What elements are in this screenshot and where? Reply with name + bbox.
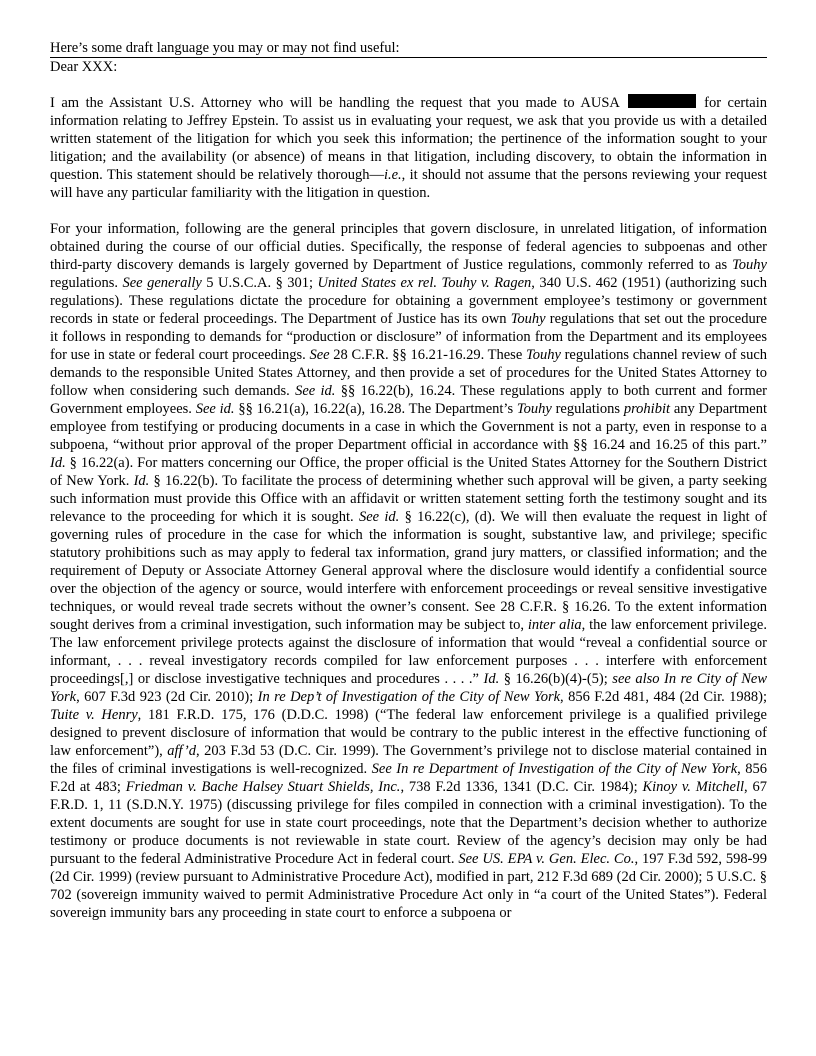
italic-citation: See id. <box>295 383 336 399</box>
document-page <box>50 39 767 922</box>
italic-citation: inter alia <box>527 617 582 633</box>
italic-citation: See id. <box>358 509 400 525</box>
letter-body <box>50 94 767 922</box>
italic-citation: Touhy <box>516 401 552 417</box>
italic-citation: Id. <box>483 671 500 687</box>
italic-citation: See <box>309 347 330 363</box>
italic-citation: i.e. <box>383 167 402 183</box>
italic-citation: Touhy <box>732 257 767 273</box>
italic-citation: Touhy <box>510 311 546 327</box>
redaction-box <box>628 94 696 108</box>
salutation: Dear XXX: <box>50 59 118 75</box>
italic-citation: Kinoy v. Mitchell <box>642 779 745 795</box>
italic-citation: In re Dep’t of Investigation of the City of New York <box>257 689 561 705</box>
body-paragraph-1: I am the Assistant U.S. Attorney who will be handling the request that you made to AUSA for certain information relating to Jeffrey Epstein. To assist us in evaluating your request, we ask that you provide us with a detailed written statement of the litigation for which you seek this information; the pertinence of the information sought to your litigation; and the availability (or absence) of means in that litigation, including discovery, to obtain the information in question. This statement should be relatively thorough—i.e., it should not assume that the persons reviewing your request will have any particular familiarity with the litigation in question. <box>50 95 767 201</box>
italic-citation: Friedman v. Bache Halsey Stuart Shields, Inc. <box>125 779 401 795</box>
italic-citation: aff’d <box>167 743 196 759</box>
italic-citation: See generally <box>122 275 202 291</box>
italic-citation: Tuite v. Henry <box>50 707 138 723</box>
italic-citation: Id. <box>50 455 66 471</box>
italic-citation: United States ex rel. Touhy v. Ragen <box>317 275 532 291</box>
draft-note-heading: Here’s some draft language you may or may not find useful: <box>50 39 767 58</box>
italic-citation: Touhy <box>525 347 561 363</box>
italic-citation: prohibit <box>623 401 671 417</box>
italic-citation: See US. EPA v. Gen. Elec. Co. <box>458 851 635 867</box>
italic-citation: see also In re City of New York <box>50 671 767 705</box>
body-paragraph-2: For your information, following are the general principles that govern disclosure, in unrelated litigation, of information obtained during the course of our official duties. Specifically, the response of federal agencies to subpoenas and other third-party discovery demands is largely governed by Department of Justice regulations, commonly referred to as Touhy regulations. See generally 5 U.S.C.A. § 301; United States ex rel. Touhy v. Ragen, 340 U.S. 462 (1951) (authorizing such regulations). These regulations dictate the procedure for obtaining a government employee’s testimony or government records in state or federal proceedings. The Department of Justice has its own Touhy regulations that set out the procedure it follows in responding to demands for “production or disclosure” of information from the Department and its employees for use in state or federal court proceedings. See 28 C.F.R. §§ 16.21-16.29. These Touhy regulations channel review of such demands to the responsible United States Attorney, and then provide a set of procedures for the United States Attorney to follow when considering such demands. See id. §§ 16.22(b), 16.24. These regulations apply to both current and former Government employees. See id. §§ 16.21(a), 16.22(a), 16.28. The Department’s Touhy regulations prohibit any Department employee from testifying or producing documents in a case in which the Government is not a party, even in response to a subpoena, “without prior approval of the proper Department official in accordance with §§ 16.24 and 16.25 of this part.” Id. § 16.22(a). For matters concerning our Office, the proper official is the United States Attorney for the Southern District of New York. Id. § 16.22(b). To facilitate the process of determining whether such approval will be given, a party seeking such information must provide this Office with an affidavit or written statement setting forth the testimony sought and its relevance to the proceeding for which it is sought. See id. § 16.22(c), (d). We will then evaluate the request in light of governing rules of procedure in the case for which the information is sought, substantive law, and privilege; specific statutory prohibitions such as may apply to federal tax information, grand jury matters, or classified information; and the requirement of Deputy or Associate Attorney General approval where the disclosure would identify a confidential source over the objection of the agency or source, would interfere with enforcement proceedings or reveal sensitive investigative techniques, or would reveal trade secrets without the owner’s consent. See 28 C.F.R. § 16.26. To the extent information sought derives from a criminal investigation, such information may be subject to, inter alia, the law enforcement privilege. The law enforcement privilege protects against the disclosure of information that would “reveal a confidential source or informant, . . . reveal investigatory records compiled for law enforcement purposes . . . interfere with enforcement proceedings[,] or disclose investigative techniques and procedures . . . .” Id. § 16.26(b)(4)-(5); see also In re City of New York, 607 F.3d 923 (2d Cir. 2010); In re Dep’t of Investigation of the City of New York, 856 F.2d 481, 484 (2d Cir. 1988); Tuite v. Henry, 181 F.R.D. 175, 176 (D.D.C. 1998) (“The federal law enforcement privilege is a qualified privilege designed to prevent disclosure of information that would be contrary to the public interest in the effective functioning of law enforcement”), aff’d, 203 F.3d 53 (D.C. Cir. 1999). The Government’s privilege not to disclose material contained in the files of criminal investigations is well-recognized. See In re Department of Investigation of the City of New York, 856 F.2d at 483; Friedman v. Bache Halsey Stuart Shields, Inc., 738 F.2d 1336, 1341 (D.C. Cir. 1984); Kinoy v. Mitchell, 67 F.R.D. 1, 11 (S.D.N.Y. 1975) (discussing privilege for files compiled in connection with a criminal investigation). To the extent documents are sought for use in state court proceedings, note that the Department’s decision whether to authorize testimony or produce documents is not reviewable in state court. Review of the agency’s decision may only be had pursuant to the federal Administrative Procedure Act in federal court. See US. EPA v. Gen. Elec. Co., 197 F.3d 592, 598-99 (2d Cir. 1999) (review pursuant to Administrative Procedure Act), modified in part, 212 F.3d 689 (2d Cir. 2000); 5 U.S.C. § 702 (sovereign immunity waived to permit Administrative Procedure Act only in “a court of the United States”). Federal sovereign immunity bars any proceeding in state court to enforce a subpoena or <box>50 221 768 921</box>
italic-citation: See id. <box>195 401 235 417</box>
italic-citation: Id. <box>133 473 150 489</box>
italic-citation: See In re Department of Investigation of the City of New York <box>371 761 738 777</box>
